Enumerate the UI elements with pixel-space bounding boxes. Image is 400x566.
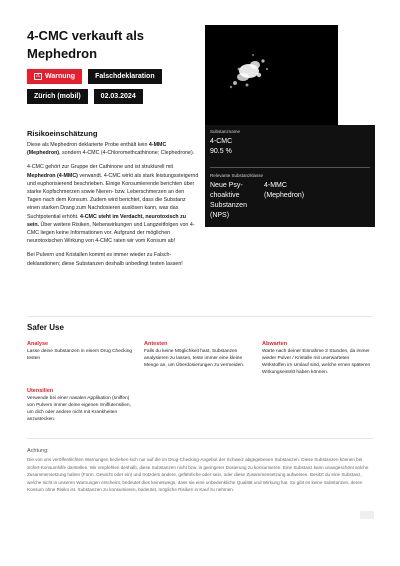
risk-p1-text-a: Diese als Mephedron deklarierte Probe enthält kein	[27, 142, 149, 148]
page-title: 4-CMC verkauft als Mephedron	[27, 28, 145, 61]
tip-text: Verwende bei einer nasalen Applikation (sniffen) von Pulvern immer deine eigenen Sniffutensilien, um dich oder andere nicht mit Krankheiten anzustecken.	[27, 396, 131, 422]
badge-group	[27, 69, 197, 109]
tip-title: Antesten	[144, 341, 168, 347]
page-indicator[interactable]	[360, 511, 374, 519]
disclaimer-text: Die von uns veröffentlichten Warnungen beziehen sich nur auf die im Drug-Checking-Angebot der Schweiz abgegebenen Substanzen. Diese Substanzen können bei Sofort-Konsumhilfe darstellen. Wir empfehlen deshalb, diese Substanzen nicht bzw. in geringerer Dosierung zu konsumieren. Eine Substanz kann unangeschönt solche Zusammensetzung haben (Form, Gewicht oder ein) und trotzdem andere, gefährliche oder sein, oder diese Zusammensetzung aufweisen. Besitzt du eine Substanz, welche nicht in unseren Warnungen erscheint, bedeutet dies keineswegs, dass sie eine unbedenkliche Qualität und Wirkung hat. So gibt es keine Substanzen, deren Konsum ohne Risiko ist. Substanzen zu konsumieren, bedeutet, mögliche Risiken in Kauf zu nehmen.	[27, 457, 369, 492]
substance-facts	[205, 125, 375, 227]
sample-photo	[205, 25, 338, 125]
disclaimer-title: Achtung:	[27, 448, 49, 454]
powder-image	[205, 25, 338, 125]
risk-paragraph-1	[27, 141, 199, 157]
related-class-right: 4-MMC (Mephedron)	[264, 182, 305, 199]
risk-p2-bold-1: Mephedron (4-MMC)	[27, 172, 78, 179]
risk-paragraph-2	[27, 163, 199, 245]
related-label: Relevante Substanzklasse	[210, 173, 264, 178]
tip-antesten	[144, 341, 254, 369]
tip-text: Falls du keine Möglichkeit hast, Substanzen analysieren zu lassen, teste immer eine kleine Menge an, um Überdosierungen zu vermeiden.	[144, 349, 245, 368]
substance-name: 4-CMC	[210, 138, 233, 145]
related-class-left: Neue Psy- choaktive Substanzen (NPS)	[210, 182, 247, 219]
risk-title: Risikoeinschätzung	[27, 129, 98, 138]
section-divider	[27, 316, 373, 317]
substance-percent: 90.5 %	[210, 148, 232, 155]
risk-p1-text-c: , sondern 4-CMC (4-Chloromethcathinone; Clephedrone).	[59, 150, 195, 157]
risk-p2-bold-2: 4-CMC steht im Verdacht, neurotoxisch zu sein.	[27, 213, 186, 228]
risk-paragraph-3: Bei Pulvern und Kristallen kommt es immer wieder zu Falschdeklarationen; diese Substanzen deshalb unbedingt testen lassen!	[27, 252, 183, 267]
section-divider	[27, 438, 373, 439]
risk-p2-text-e: Über weitere Risiken, Nebenwirkungen und Langzeitfolgen von 4-CMC liegen keine Informationen vor. Aufgrund der möglichen neurotoxischen Wirkung von 4-CMC raten wir vom Konsum ab!	[27, 221, 195, 245]
tip-abwarten	[262, 341, 372, 376]
facts-divider	[210, 167, 370, 168]
tip-title: Abwarten	[262, 341, 288, 347]
substance-label: Substanzname	[210, 129, 241, 134]
tip-title: Utensilien	[27, 388, 54, 394]
warning-label: Warnung	[45, 73, 76, 80]
warning-badge	[27, 69, 82, 84]
tip-text: Warte nach deiner Einnahme 2 Stunden, da immer wieder Pulver / Kristalle mit unerwarteten Wirkstoffen im Umlauf sind, welche ernen späteren Wirkungseintritt haben können.	[262, 349, 371, 375]
tip-text: Lasse deine Substanzen in einem Drug Checking testen	[27, 349, 133, 361]
tip-title: Analyse	[27, 341, 49, 347]
type-badge: Falschdeklaration	[88, 69, 162, 84]
risk-p2-text-c: verwandt. 4-CMC wirkt als stark leistungssteigernd und euphorisierend beschrieben. Einige Konsumierende berichten über starke Kopfschmerzen sowie Nieren- bzw. Leberschmerzen an den Tagen nach dem Konsum. Zudem wird berichtet, dass die Substanz einen starken Drang zum Nachdosieren auslösen kann, was das Suchtpotential erhöht.	[27, 172, 199, 220]
risk-p1-bold: 4-MMC (Mephedron)	[27, 142, 167, 157]
safer-use-title: Safer Use	[27, 323, 64, 332]
disclaimer	[27, 448, 373, 494]
risk-section	[27, 129, 199, 274]
location-badge: Zürich (mobil)	[27, 89, 88, 104]
tip-utensilien	[27, 388, 137, 423]
warning-icon: ⚠	[35, 73, 41, 79]
tip-analyse	[27, 341, 137, 362]
date-badge: 02.03.2024	[94, 89, 143, 104]
risk-p2-text-a: 4-CMC gehört zur Gruppe der Cathinone und ist strukturell mit	[27, 164, 174, 171]
